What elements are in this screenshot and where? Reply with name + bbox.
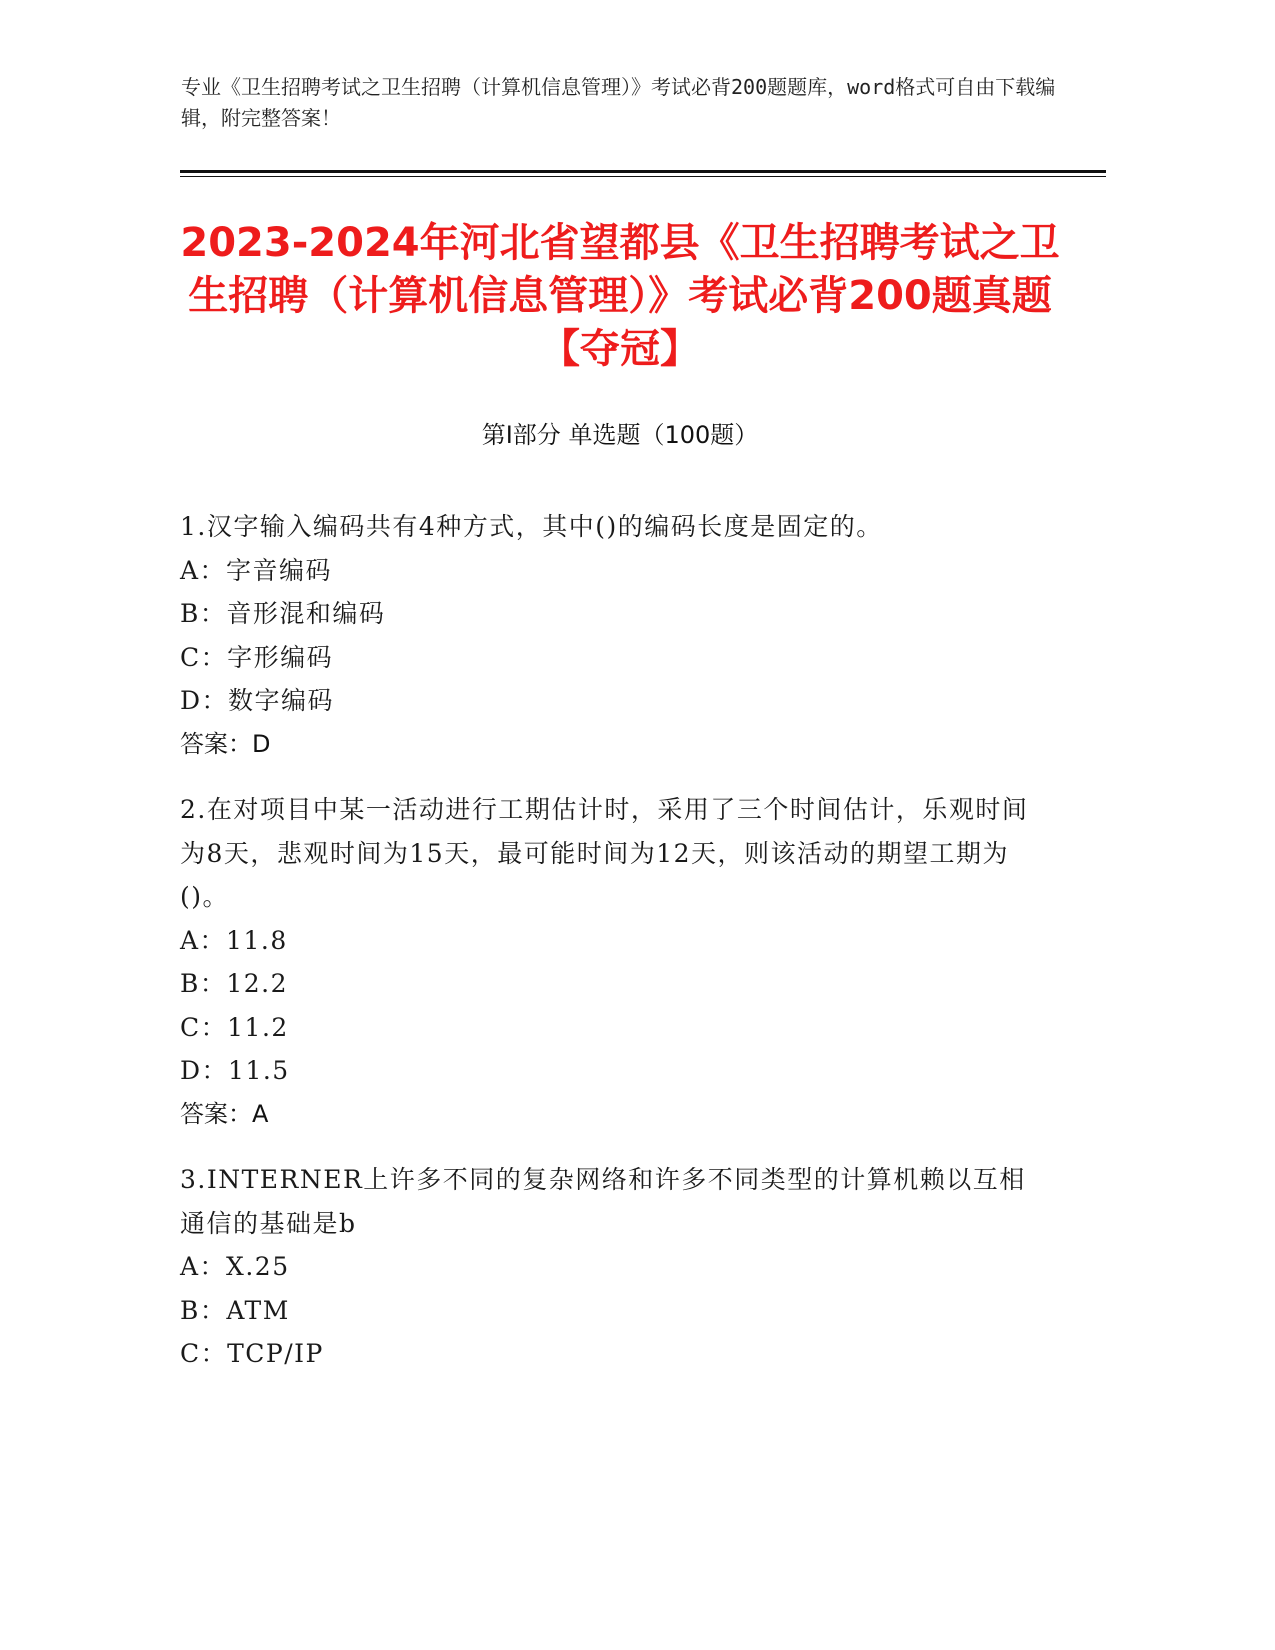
option-a: A：X.25 <box>180 1252 290 1281</box>
question-stem: 2.在对项目中某一活动进行工期估计时，采用了三个时间估计，乐观时间为8天，悲观时间为15天，最可能时间为12天，则该活动的期望工期为()。 <box>180 795 1029 911</box>
question-1 <box>180 505 1030 766</box>
option-b: B：音形混和编码 <box>180 599 386 628</box>
header-rule-thick <box>180 170 1106 173</box>
question-3 <box>180 1158 1030 1376</box>
question-stem: 1.汉字输入编码共有4种方式，其中()的编码长度是固定的。 <box>180 512 883 541</box>
option-b: B：ATM <box>180 1295 290 1325</box>
header-rule-thin <box>180 176 1106 177</box>
option-c: C：字形编码 <box>180 642 334 672</box>
option-a: A：11.8 <box>180 925 288 955</box>
option-c: C：11.2 <box>180 1012 289 1042</box>
option-b: B：12.2 <box>180 969 289 998</box>
option-d: D：11.5 <box>180 1056 290 1085</box>
header-note: 专业《卫生招聘考试之卫生招聘（计算机信息管理）》考试必背200题题库，word格式可自由下载编辑，附完整答案！ <box>181 75 1056 130</box>
section-title: 第Ⅰ部分 单选题（100题） <box>481 421 759 449</box>
document-title: 2023-2024年河北省望都县《卫生招聘考试之卫生招聘（计算机信息管理）》考试必背200题真题【夺冠】 <box>180 220 1060 372</box>
option-a: A：字音编码 <box>180 555 333 585</box>
answer-line: 答案：A <box>180 1099 269 1128</box>
option-c: C：TCP/IP <box>180 1339 324 1368</box>
question-2 <box>180 788 1030 1136</box>
question-list <box>180 505 1030 1398</box>
question-stem: 3.INTERNER上许多不同的复杂网络和许多不同类型的计算机赖以互相通信的基础是b <box>180 1165 1026 1238</box>
answer-line: 答案：D <box>180 729 271 758</box>
option-d: D：数字编码 <box>180 686 335 715</box>
